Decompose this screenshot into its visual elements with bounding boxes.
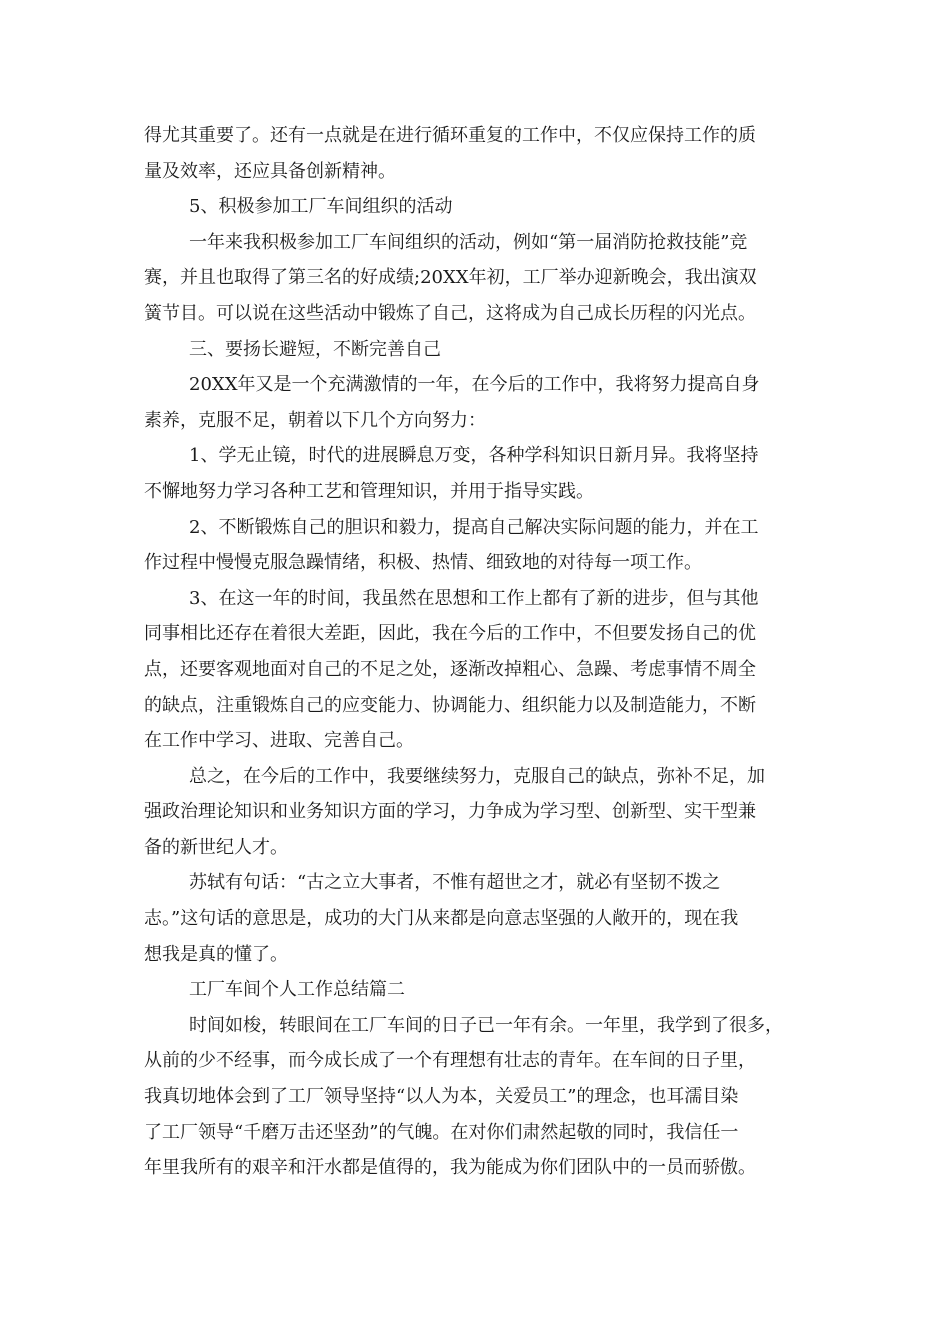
paragraph-first-line: 苏轼有句话：“古之立大事者，不惟有超世之才，就必有坚韧不拨之 — [189, 872, 721, 894]
text-line: 得尤其重要了。还有一点就是在进行循环重复的工作中，不仅应保持工作的质 — [144, 125, 756, 146]
paragraph-first-line: 时间如梭，转眼间在工厂车间的日子已一年有余。一年里，我学到了很多， — [189, 1014, 783, 1036]
text-line: 备的新世纪人才。 — [144, 836, 288, 858]
text-line: 素养，克服不足，朝着以下几个方向努力： — [144, 409, 486, 431]
paragraph-first-line: 1、学无止镜，时代的进展瞬息万变，各种学科知识日新月异。我将坚持 — [189, 445, 759, 467]
paragraph-first-line: 3、在这一年的时间，我虽然在思想和工作上都有了新的进步，但与其他 — [189, 587, 759, 609]
text-line: 在工作中学习、进取、完善自己。 — [144, 730, 414, 752]
text-line: 我真切地体会到了工厂领导坚持“以人为本，关爱员工”的理念，也耳濡目染 — [144, 1086, 739, 1108]
text-line: 作过程中慢慢克服急躁情绪，积极、热情、细致地的对待每一项工作。 — [144, 552, 702, 574]
paragraph-first-line: 一年来我积极参加工厂车间组织的活动，例如“第一届消防抢救技能”竞 — [189, 231, 748, 253]
text-line: 从前的少不经事，而今成长成了一个有理想有壮志的青年。在车间的日子里， — [144, 1050, 756, 1072]
text-line: 量及效率，还应具备创新精神。 — [144, 160, 396, 182]
text-line: 强政治理论知识和业务知识方面的学习，力争成为学习型、创新型、实干型兼 — [144, 801, 756, 823]
text-line: 赛，并且也取得了第三名的好成绩;20XX年初，工厂举办迎新晚会，我出演双 — [144, 267, 757, 289]
section-heading: 5、积极参加工厂车间组织的活动 — [189, 196, 453, 218]
text-line: 了工厂领导“千磨万击还坚劲”的气魄。在对你们肃然起敬的同时，我信任一 — [144, 1121, 739, 1143]
text-line: 簧节目。可以说在这些活动中锻炼了自己，这将成为自己成长历程的闪光点。 — [144, 302, 756, 324]
text-line: 同事相比还存在着很大差距，因此，我在今后的工作中，不但要发扬自己的优 — [144, 623, 756, 645]
paragraph-first-line: 总之，在今后的工作中，我要继续努力，克服自己的缺点，弥补不足，加 — [189, 765, 765, 787]
text-line: 年里我所有的艰辛和汗水都是值得的，我为能成为你们团队中的一员而骄傲。 — [144, 1157, 756, 1179]
text-line: 的缺点，注重锻炼自己的应变能力、协调能力、组织能力以及制造能力，不断 — [144, 694, 756, 716]
section-heading: 工厂车间个人工作总结篇二 — [189, 979, 405, 1001]
paragraph-first-line: 20XX年又是一个充满激情的一年，在今后的工作中，我将努力提高自身 — [189, 374, 760, 396]
paragraph-first-line: 2、不断锻炼自己的胆识和毅力，提高自己解决实际问题的能力，并在工 — [189, 516, 759, 538]
document-body — [144, 118, 808, 1186]
section-heading: 三、要扬长避短，不断完善自己 — [189, 338, 441, 360]
text-line: 点，还要客观地面对自己的不足之处，逐渐改掉粗心、急躁、考虑事情不周全 — [144, 658, 756, 680]
text-line: 志。”这句话的意思是，成功的大门从来都是向意志坚强的人敞开的，现在我 — [144, 908, 739, 930]
text-line: 不懈地努力学习各种工艺和管理知识，并用于指导实践。 — [144, 480, 594, 502]
text-line: 想我是真的懂了。 — [144, 943, 288, 965]
